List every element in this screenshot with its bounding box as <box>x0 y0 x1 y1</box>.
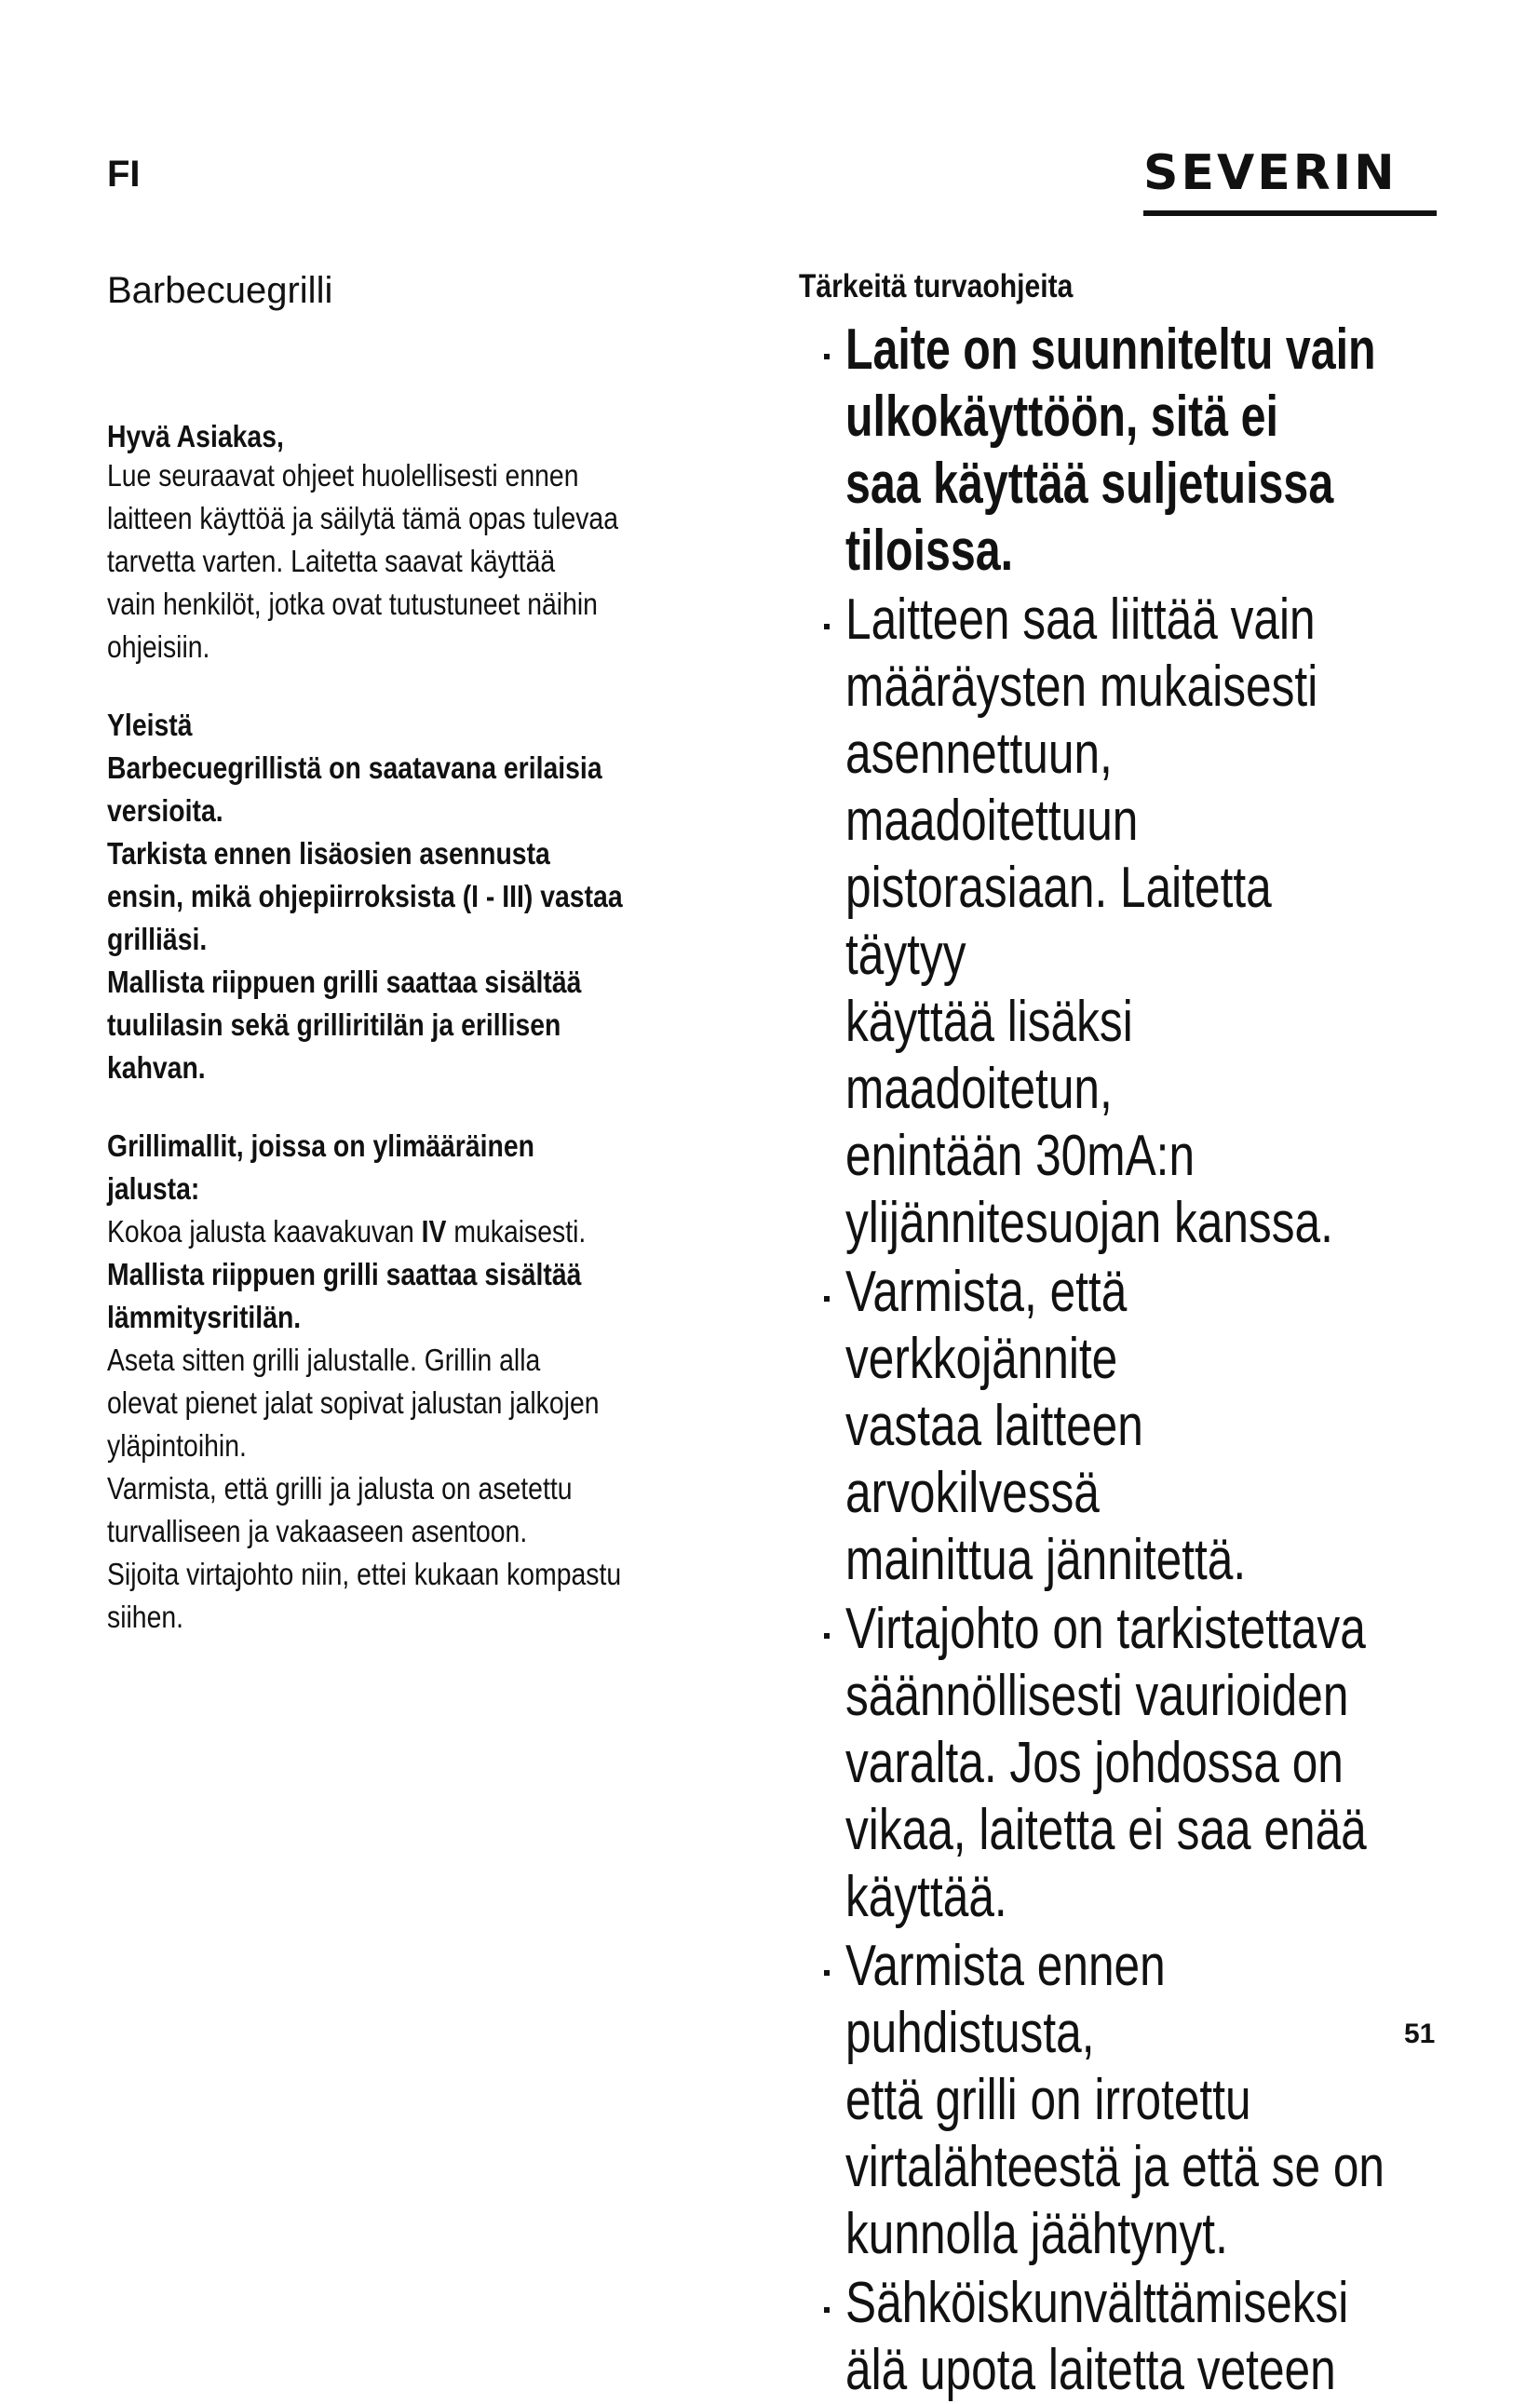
language-code: FI <box>107 154 141 195</box>
stand-line: Aseta sitten grilli jalustalle. Grillin alla <box>107 1343 541 1377</box>
safety-list <box>799 317 1534 2404</box>
stand-line: turvalliseen ja vakaaseen asentoon. <box>107 1514 528 1548</box>
greeting-text: Hyvä Asiakas, <box>107 419 284 453</box>
stand-note: lämmitysritilän. <box>107 1300 302 1334</box>
bullet-icon <box>824 354 830 359</box>
stand-heading: Grillimallit, joissa on ylimääräinen <box>107 1128 534 1163</box>
general-line: versioita. <box>107 793 223 828</box>
list-item <box>799 2270 1534 2404</box>
bullet-text: Laitteen saa liittää vain määräysten mukaisesti asennettuun, maadoitettuun pistorasiaan. Laitetta täytyy käyttää lisäksi maadoitetun, enintään 30mA:n ylijännitesuojan kanssa. <box>845 587 1333 1255</box>
bullet-text: Varmista, että verkkojännite vastaa laitteen arvokilvessä mainittua jännitettä. <box>845 1260 1247 1592</box>
brand-logo <box>1143 145 1441 216</box>
general-line: Mallista riippuen grilli saattaa sisältää <box>107 965 582 999</box>
bullet-text: Laite on suunniteltu vain ulkokäyttöön, sitä ei saa käyttää suljetuissa tiloissa. <box>845 317 1376 583</box>
stand-assembly-line <box>107 1210 668 1253</box>
general-heading: Yleistä <box>107 708 193 742</box>
general-section <box>107 704 759 1089</box>
figure-ref: IV <box>421 1214 447 1249</box>
stand-assembly-text: mukaisesti. <box>446 1214 587 1249</box>
bullet-text: Virtajohto on tarkistettava säännöllisesti vaurioiden varalta. Jos johdossa on vikaa, laitetta ei saa enää käyttää. <box>845 1597 1367 1929</box>
stand-assembly-text: Kokoa jalusta kaavakuvan <box>107 1214 422 1249</box>
intro-line: tarvetta varten. Laitetta saavat käyttää <box>107 544 556 578</box>
bullet-icon <box>824 1970 830 1976</box>
stand-line: siihen. <box>107 1600 184 1634</box>
general-line: grilliäsi. <box>107 922 208 956</box>
general-line: tuulilasin sekä grilliritilän ja erillisen <box>107 1007 561 1042</box>
stand-line: Sijoita virtajohto niin, ettei kukaan kompastu <box>107 1557 622 1591</box>
stand-line: yläpintoihin. <box>107 1428 247 1463</box>
stand-line: Varmista, että grilli ja jalusta on asetettu <box>107 1471 573 1506</box>
bullet-icon <box>824 2307 830 2313</box>
stand-line: olevat pienet jalat sopivat jalustan jalkojen <box>107 1385 600 1420</box>
intro-line: laitteen käyttöä ja säilytä tämä opas tulevaa <box>107 501 619 535</box>
intro-line: ohjeisiin. <box>107 629 210 664</box>
intro-paragraph <box>107 454 759 669</box>
bullet-icon <box>824 1633 830 1639</box>
document-title: Barbecuegrilli <box>107 270 333 311</box>
general-line: Barbecuegrillistä on saatavana erilaisia <box>107 750 602 785</box>
brand-name: SEVERIN <box>1143 145 1398 201</box>
stand-heading: jalusta: <box>107 1171 200 1206</box>
general-line: Tarkista ennen lisäosien asennusta <box>107 836 550 871</box>
bullet-text: Sähköiskunvälttämiseksi älä upota laitetta veteen <box>845 2271 1349 2402</box>
list-item <box>799 1259 1534 1594</box>
list-item <box>799 1933 1534 2268</box>
bullet-icon <box>824 1296 830 1302</box>
bullet-icon <box>824 624 830 629</box>
page-number: 51 <box>1404 2019 1436 2049</box>
general-line: kahvan. <box>107 1050 206 1085</box>
safety-heading: Tärkeitä turvaohjeita <box>799 268 1074 304</box>
bullet-text: Varmista ennen puhdistusta, että grilli on irrotettu virtalähteestä ja että se on kunnolla jäähtynyt. <box>845 1934 1385 2266</box>
greeting <box>107 419 759 454</box>
right-column <box>799 268 1534 2404</box>
list-item <box>799 317 1534 585</box>
brand-underline <box>1143 210 1437 216</box>
intro-line: Lue seuraavat ohjeet huolellisesti ennen <box>107 458 579 493</box>
intro-line: vain henkilöt, jotka ovat tutustuneet näihin <box>107 587 598 621</box>
stand-note: Mallista riippuen grilli saattaa sisältää <box>107 1257 582 1291</box>
list-item <box>799 587 1534 1257</box>
general-line: ensin, mikä ohjepiirroksista (I - III) vastaa <box>107 879 623 913</box>
left-column <box>107 270 759 1639</box>
list-item <box>799 1596 1534 1931</box>
stand-section <box>107 1125 759 1639</box>
